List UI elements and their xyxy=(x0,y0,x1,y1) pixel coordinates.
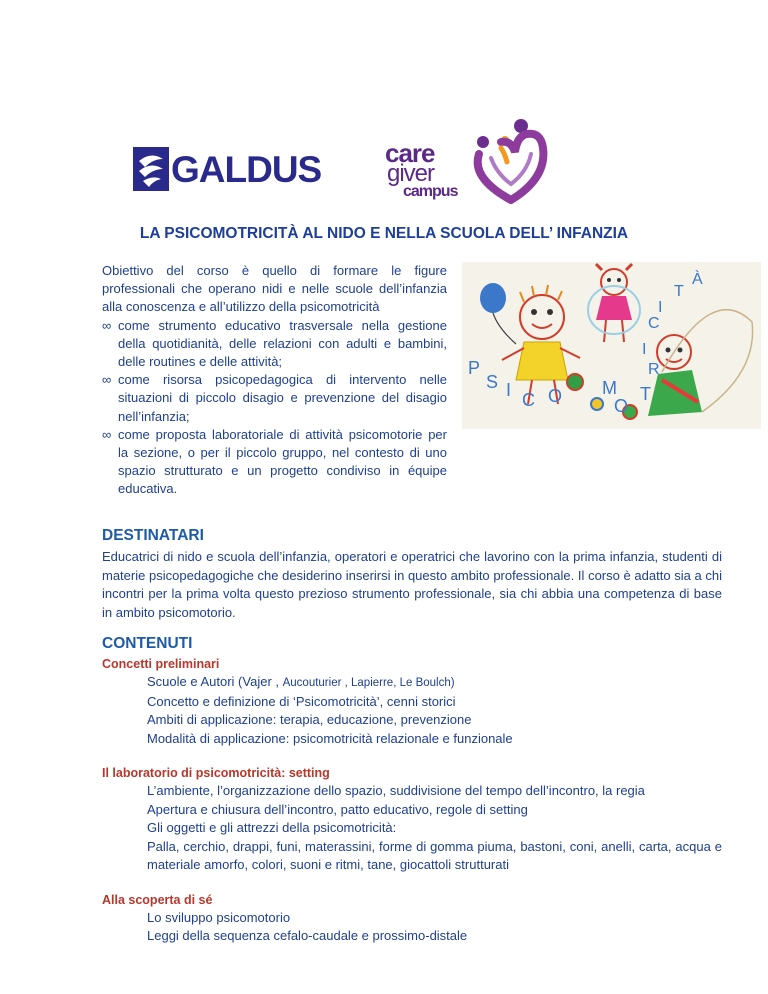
infinity-bullet-icon: ∞ xyxy=(102,372,112,388)
infinity-bullet-icon: ∞ xyxy=(102,426,112,442)
caregiver-campus-logo xyxy=(383,118,553,206)
cgc-word-care: care xyxy=(385,138,435,168)
intro-bullet: ∞ come proposta laboratoriale di attività psicomotorie per la sezione, o per il piccolo gruppo, nel contesto di uno spazio strutturato e un progetto condiviso in équipe educativa. xyxy=(102,426,447,497)
group-item: Gli oggetti e gli attrezzi della psicomotricità: xyxy=(147,820,397,835)
contenuti-heading: CONTENUTI xyxy=(102,635,193,652)
cgc-word-giver: giver xyxy=(387,160,435,187)
group-title: Il laboratorio di psicomotricità: setting xyxy=(102,766,330,780)
destinatari-section xyxy=(102,527,722,622)
illustration-letter: C xyxy=(648,315,660,332)
document-title: LA PSICOMOTRICITÀ AL NIDO E NELLA SCUOLA DELL’ INFANZIA xyxy=(139,225,629,242)
content-group xyxy=(102,764,722,875)
intro-bullet: ∞ come risorsa psicopedagogica di intervento nelle situazioni di piccolo disagio e prevenzione del disagio nell’infanzia; xyxy=(102,372,447,424)
illustration-letter: À xyxy=(692,271,703,288)
galdus-wordmark: GALDUS xyxy=(171,149,322,190)
group-item: Leggi della sequenza cefalo-caudale e prossimo-distale xyxy=(147,928,468,943)
psicomotricita-illustration xyxy=(462,262,761,429)
group-item: Scuole e Autori (Vajer , Aucouturier , Lapierre, Le Boulch) xyxy=(147,674,455,689)
illustration-letter: C xyxy=(522,390,535,410)
group-items xyxy=(147,673,722,748)
infinity-bullet-icon: ∞ xyxy=(102,317,112,333)
illustration-letter: I xyxy=(642,341,647,358)
logos-header xyxy=(0,112,768,212)
group-item: Lo sviluppo psicomotorio xyxy=(147,909,291,925)
group-item: Modalità di applicazione: psicomotricità relazionale e funzionale xyxy=(147,730,513,746)
group-items xyxy=(147,782,722,875)
heart-figures-icon xyxy=(471,118,551,204)
destinatari-heading: DESTINATARI xyxy=(102,527,204,544)
group-items xyxy=(147,909,722,946)
intro-paragraph: Obiettivo del corso è quello di formare le figure professionali che operano nidi e nelle scuole dell’infanzia alla conoscenza e all’utilizzo della psicomotricità xyxy=(102,263,447,315)
intro-section xyxy=(102,262,447,499)
group-title: Alla scoperta di sé xyxy=(102,892,213,907)
illustration-letter: O xyxy=(614,396,629,416)
content-group xyxy=(102,655,722,748)
intro-bullet: ∞ come strumento educativo trasversale nella gestione della quotidianità, delle relazioni con adulti e bambini, delle routines e delle attività; xyxy=(102,317,447,370)
illustration-letter: S xyxy=(486,372,499,392)
galdus-emblem-icon xyxy=(133,147,169,191)
group-item: Ambiti di applicazione: terapia, educazione, prevenzione xyxy=(147,712,472,727)
illustration-letter: T xyxy=(640,384,651,404)
children-drawing-icon xyxy=(462,262,761,429)
content-group xyxy=(102,891,722,946)
group-item: Palla, cerchio, drappi, funi, materassini, forme di gomma piuma, bastoni, coni, anelli, carta, acqua e materiale amorfo, colori, suoni e ritmi, tane, giocattoli strutturati xyxy=(147,838,722,872)
contenuti-section xyxy=(102,635,722,946)
group-item: Concetto e definizione di ‘Psicomotricità’, cenni storici xyxy=(147,693,456,709)
group-item: Apertura e chiusura dell’incontro, patto educativo, regole di setting xyxy=(147,801,528,817)
illustration-letter: T xyxy=(674,283,684,300)
illustration-letter: R xyxy=(648,361,660,378)
illustration-letter: I xyxy=(658,299,663,316)
galdus-logo xyxy=(133,147,333,193)
cgc-word-campus: campus xyxy=(403,183,458,200)
illustration-letter: O xyxy=(548,386,563,406)
group-item: L’ambiente, l’organizzazione dello spazio, suddivisione del tempo dell’incontro, la regia xyxy=(147,783,645,798)
destinatari-text: Educatrici di nido e scuola dell’infanzia, operatori e operatrici che lavorino con la prima infanzia, studenti di materie psicopedagogiche che desiderino inserirsi in questo ambito professionale. Il corso è adatto sia a chi incontri per la prima volta questo prezioso strumento professionale, sia chi abbia una competenza di base in ambito psicomotorio. xyxy=(102,549,722,620)
group-title: Concetti preliminari xyxy=(102,657,220,671)
illustration-letter: P xyxy=(468,358,481,378)
illustration-letter: M xyxy=(602,378,617,398)
intro-bullet-list xyxy=(102,317,447,499)
illustration-letter: I xyxy=(506,380,512,400)
